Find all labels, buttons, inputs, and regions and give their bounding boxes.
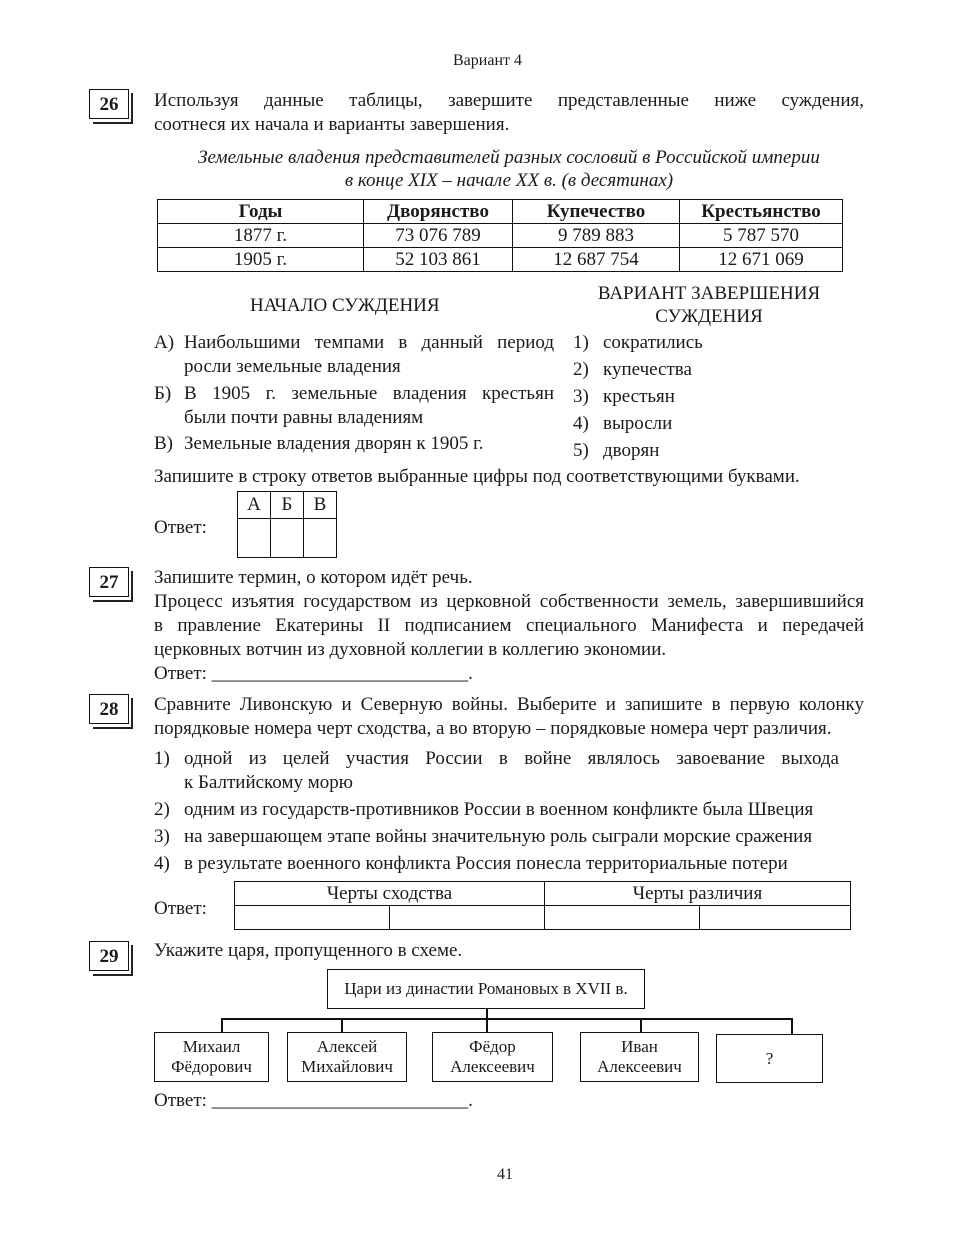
ending-number: 3) (573, 386, 589, 407)
ending-number: 2) (573, 359, 589, 380)
beginning-letter-a: А) (154, 332, 175, 353)
q26-intro-line1: Используя данные таблицы, завершите представленные ниже суждения, (154, 90, 864, 111)
feature-number: 2) (154, 799, 170, 820)
feature-number: 4) (154, 853, 170, 874)
scheme-root-label: Цари из династии Романовых в XVII в. (344, 979, 628, 998)
missing-tsar-box (716, 1034, 823, 1083)
ending-item (573, 331, 703, 355)
q28-line2: порядковые номера черт сходства, а во вторую – порядковые номера черт различия. (154, 718, 832, 739)
tsar-name-line2: Алексеевич (450, 1057, 535, 1076)
feature-1-line2: к Балтийскому морю (184, 772, 353, 793)
feature-4-text: в результате военного конфликта Россия понесла территориальные потери (184, 853, 788, 874)
missing-tsar-mark: ? (765, 1048, 774, 1068)
question-number-27: 27 (89, 567, 129, 597)
tsar-name-line1: Алексей (316, 1037, 378, 1056)
ending-item (573, 439, 659, 463)
ending-text: сократились (603, 332, 703, 353)
page-number: 41 (497, 1166, 513, 1183)
beginning-a-line1: Наибольшими темпами в данный период (184, 332, 554, 353)
q29-prompt: Укажите царя, пропущенного в схеме. (154, 940, 463, 961)
col-left-title: НАЧАЛО СУЖДЕНИЯ (250, 295, 440, 316)
tsar-name-line1: Михаил (182, 1037, 241, 1056)
answer-letter-a: А (238, 492, 271, 519)
header-nobility: Дворянство (364, 200, 513, 224)
table-caption-line2: в конце XIX – начале XX в. (в десятинах) (344, 170, 674, 191)
ending-item (573, 412, 672, 436)
ending-number: 1) (573, 332, 589, 353)
col-similar-header: Черты сходства (235, 882, 545, 906)
header-peasants: Крестьянство (680, 200, 843, 224)
question-number-29: 29 (89, 941, 129, 971)
scheme-root-box (327, 969, 645, 1009)
feature-1-line1: одной из целей участия России в войне являлось завоевание выхода (184, 748, 839, 769)
q27-line2: Процесс изъятия государством из церковной собственности земель, завершившийся (154, 591, 864, 612)
answer-grid (237, 491, 337, 558)
scheme-connector (221, 1018, 223, 1032)
ending-text: купечества (603, 359, 692, 380)
tsar-name-line2: Михайлович (301, 1057, 393, 1076)
ending-text: дворян (603, 440, 660, 461)
different-cell-1[interactable] (545, 906, 700, 930)
q28-line1: Сравните Ливонскую и Северную войны. Выберите и запишите в первую колонку (154, 694, 864, 715)
q26-instruction: Запишите в строку ответов выбранные цифры под соответствующими буквами. (154, 466, 800, 487)
ending-text: выросли (603, 413, 673, 434)
answer-cell-a[interactable] (238, 519, 271, 558)
land-holdings-table (157, 199, 843, 272)
table-cell: 73 076 789 (364, 224, 513, 248)
feature-number: 3) (154, 826, 170, 847)
tsar-box (432, 1032, 553, 1082)
similar-cell-1[interactable] (235, 906, 390, 930)
scheme-connector (640, 1018, 642, 1032)
answer-cell-v[interactable] (304, 519, 337, 558)
features-header-row (235, 882, 851, 906)
table-row (158, 224, 843, 248)
scheme-connector (221, 1018, 792, 1020)
col-different-header: Черты различия (545, 882, 851, 906)
q27-line4: церковных вотчин из духовной коллегии в коллегию экономии. (154, 639, 667, 660)
beginning-letter-b: Б) (154, 383, 172, 404)
scheme-connector (791, 1018, 793, 1034)
tsar-name-line2: Фёдорович (171, 1057, 252, 1076)
scheme-connector (486, 1018, 488, 1032)
table-cell: 12 671 069 (680, 248, 843, 272)
col-right-title-line1: ВАРИАНТ ЗАВЕРШЕНИЯ (597, 283, 821, 304)
tsar-box (287, 1032, 407, 1082)
ending-text: крестьян (603, 386, 675, 407)
header-years: Годы (158, 200, 364, 224)
q27-answer-line[interactable]: Ответ: ___________________________. (154, 663, 473, 684)
ending-number: 5) (573, 440, 589, 461)
q27-line1: Запишите термин, о котором идёт речь. (154, 567, 473, 588)
tsar-name-line1: Фёдор (469, 1037, 516, 1056)
q26-intro-line2: соотнеся их начала и варианты завершения. (154, 114, 510, 135)
feature-number: 1) (154, 748, 170, 769)
q29-answer-line[interactable]: Ответ: ___________________________. (154, 1090, 473, 1111)
ending-item (573, 358, 692, 382)
table-row (158, 248, 843, 272)
question-number-26: 26 (89, 89, 129, 119)
table-cell: 12 687 754 (513, 248, 680, 272)
table-caption-line1: Земельные владения представителей разных сословий в Российской империи (198, 147, 820, 168)
answer-cell-b[interactable] (271, 519, 304, 558)
beginning-a-line2: росли земельные владения (184, 356, 401, 377)
q26-answer-label: Ответ: (154, 517, 207, 538)
header-merchants: Купечество (513, 200, 680, 224)
table-cell: 52 103 861 (364, 248, 513, 272)
table-header-row (158, 200, 843, 224)
question-number-28: 28 (89, 694, 129, 724)
table-cell: 5 787 570 (680, 224, 843, 248)
beginning-b-line2: были почти равны владениям (184, 407, 424, 428)
tsar-box (154, 1032, 269, 1082)
tsar-name-line1: Иван (621, 1037, 658, 1056)
beginning-b-line1: В 1905 г. земельные владения крестьян (184, 383, 554, 404)
ending-number: 4) (573, 413, 589, 434)
beginning-letter-v: В) (154, 433, 173, 454)
table-cell: 9 789 883 (513, 224, 680, 248)
different-cell-2[interactable] (700, 906, 851, 930)
scheme-connector (341, 1018, 343, 1032)
answer-letter-v: В (304, 492, 337, 519)
q27-line3: в правление Екатерины II подписанием специального Манифеста и передачей (154, 615, 864, 636)
page-header: Вариант 4 (453, 52, 522, 69)
beginning-v-line1: Земельные владения дворян к 1905 г. (184, 433, 484, 454)
feature-3-text: на завершающем этапе войны значительную роль сыграли морские сражения (184, 826, 813, 847)
tsar-box (580, 1032, 699, 1082)
feature-2-text: одним из государств-противников России в военном конфликте была Швеция (184, 799, 814, 820)
answer-letter-b: Б (271, 492, 304, 519)
similar-cell-2[interactable] (390, 906, 545, 930)
tsar-name-line2: Алексеевич (597, 1057, 682, 1076)
ending-item (573, 385, 675, 409)
col-right-title-line2: СУЖДЕНИЯ (655, 306, 763, 327)
table-cell: 1877 г. (158, 224, 364, 248)
answer-grid-header (238, 492, 337, 519)
features-answer-table (234, 881, 851, 930)
answer-grid-inputs (238, 519, 337, 558)
table-cell: 1905 г. (158, 248, 364, 272)
q28-answer-label: Ответ: (154, 898, 207, 919)
features-input-row (235, 906, 851, 930)
